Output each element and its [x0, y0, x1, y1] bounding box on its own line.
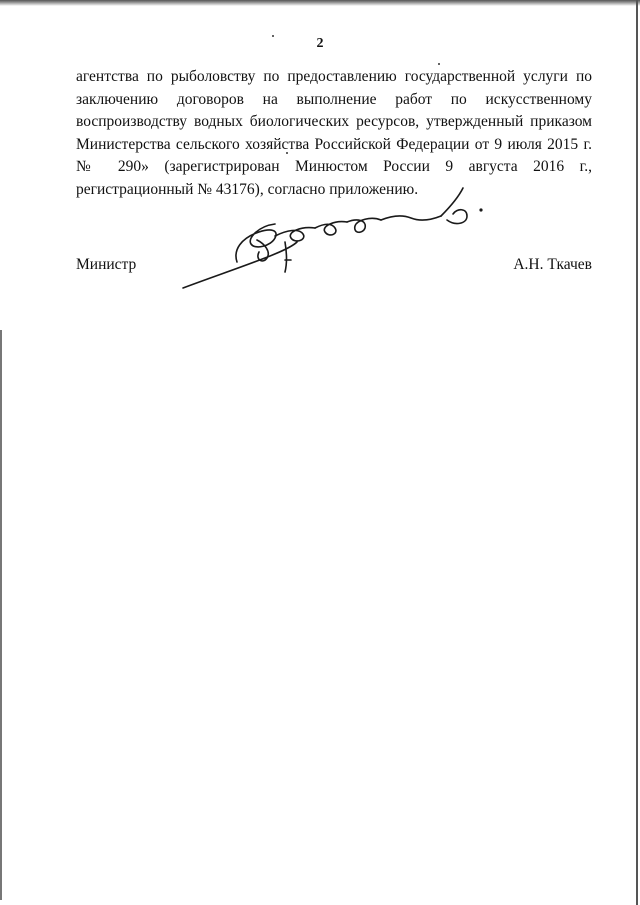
handwritten-signature: [175, 180, 495, 300]
scan-left-edge: [0, 330, 2, 900]
scan-top-edge: [0, 0, 640, 6]
scan-right-edge: [636, 0, 638, 905]
scan-speck: [438, 63, 440, 65]
page-number: 2: [316, 36, 324, 51]
body-line: агентства по рыболовству по предоставлению государственной услуги по: [76, 68, 592, 85]
body-line: № 290» (зарегистрирован Минюстом России 9 августа 2016 г.,: [76, 158, 592, 176]
body-line: Министерства сельского хозяйства Российской Федерации от 9 июля 2015 г.: [76, 135, 592, 153]
body-line: регистрационный № 43176), согласно приложению.: [76, 180, 419, 198]
body-line: заключению договоров на выполнение работ по искусственному: [76, 90, 592, 108]
signatory-name: А.Н. Ткачев: [513, 256, 592, 273]
signatory-title: Министр: [76, 256, 137, 273]
body-line: воспроизводству водных биологических ресурсов, утвержденный приказом: [76, 113, 592, 131]
